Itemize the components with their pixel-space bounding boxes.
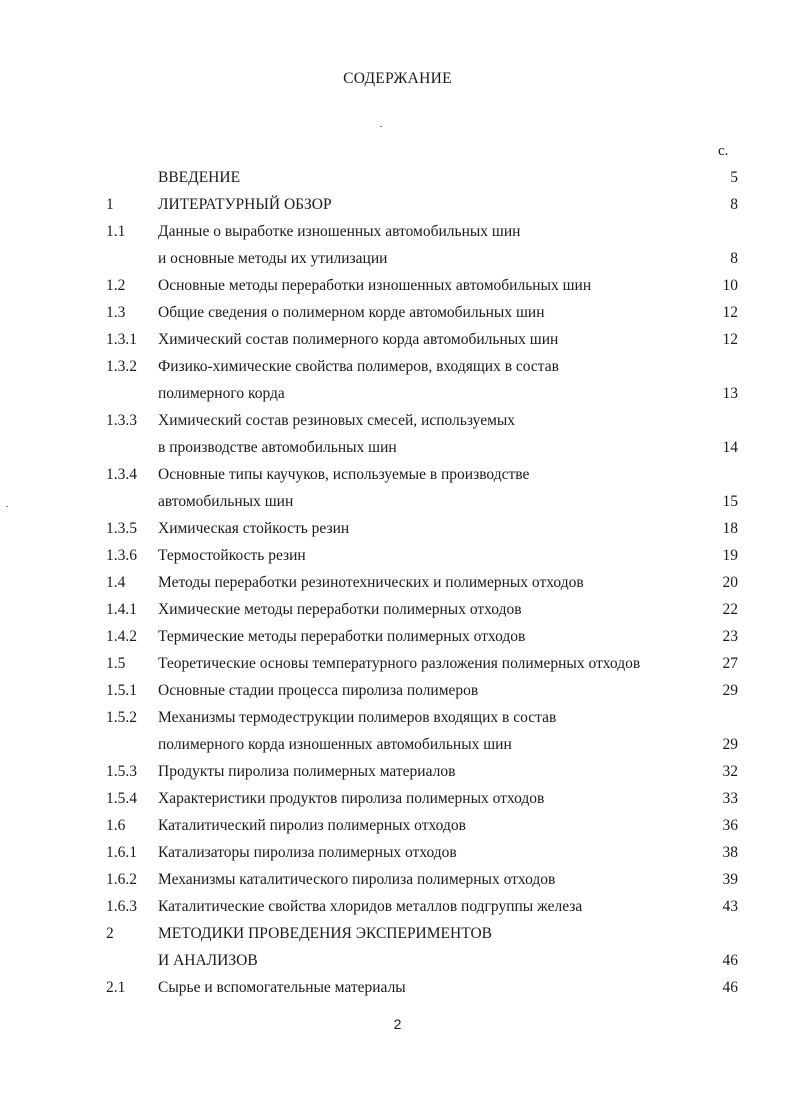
toc-entry-title: Химическая стойкость резин <box>158 520 350 537</box>
toc-entry-title: Основные стадии процесса пиролиза полимеров <box>158 682 479 699</box>
toc-entry <box>0 195 795 215</box>
toc-entry <box>0 762 795 782</box>
toc-entry-title: Основные методы переработки изношенных автомобильных шин <box>158 277 592 294</box>
toc-entry-page: 36 <box>722 817 738 834</box>
toc-entry <box>0 600 795 620</box>
toc-entry <box>0 843 795 863</box>
toc-entry-title: Химические методы переработки полимерных отходов <box>158 601 522 618</box>
toc-entry-title: Основные типы каучуков, используемые в производстве <box>158 466 530 483</box>
toc-entry-number: 1.3 <box>106 304 126 321</box>
toc-entry-title: Химический состав резиновых смесей, используемых <box>158 412 516 429</box>
toc-entry <box>0 249 795 269</box>
toc-entry-page: 8 <box>730 196 738 213</box>
toc-entry-number: 1.6 <box>106 817 126 834</box>
toc-entry-page: 18 <box>722 520 738 537</box>
toc-entry-title: полимерного корда изношенных автомобильных шин <box>158 736 512 753</box>
toc-entry-page: 12 <box>722 331 738 348</box>
toc-entry <box>0 465 795 485</box>
toc-entry <box>0 303 795 323</box>
toc-entry-page: 19 <box>722 547 738 564</box>
toc-entry-title: Физико-химические свойства полимеров, входящих в состав <box>158 358 559 375</box>
toc-entry-title: Продукты пиролиза полимерных материалов <box>158 763 456 780</box>
toc-entry-title: ЛИТЕРАТУРНЫЙ ОБЗОР <box>158 196 332 213</box>
toc-entry-number: 1.2 <box>106 277 126 294</box>
toc-entry-number: 1.3.6 <box>106 547 137 564</box>
toc-entry <box>0 789 795 809</box>
toc-entry-number: 1.4.1 <box>106 601 137 618</box>
toc-entry-page: 43 <box>722 898 738 915</box>
toc-entry-title: Сырье и вспомогательные материалы <box>158 979 406 996</box>
toc-entry <box>0 519 795 539</box>
toc-entry <box>0 357 795 377</box>
toc-entry-number: 1.3.2 <box>106 358 137 375</box>
toc-entry <box>0 411 795 431</box>
toc-entry-number: 1.3.4 <box>106 466 137 483</box>
toc-entry-number: 1.3.5 <box>106 520 137 537</box>
toc-entry-title: Механизмы каталитического пиролиза полимерных отходов <box>158 871 556 888</box>
toc-entry-number: 1.5.1 <box>106 682 137 699</box>
toc-entry-number: 1 <box>106 196 114 213</box>
toc-entry-number: 2.1 <box>106 979 126 996</box>
toc-entry-title: И АНАЛИЗОВ <box>158 952 258 969</box>
toc-entry-title: Катализаторы пиролиза полимерных отходов <box>158 844 457 861</box>
toc-entry-title: Каталитические свойства хлоридов металлов подгруппы железа <box>158 898 583 915</box>
toc-entry-number: 1.3.1 <box>106 331 137 348</box>
toc-entry <box>0 978 795 998</box>
toc-entry-title: Механизмы термодеструкции полимеров входящих в состав <box>158 709 557 726</box>
toc-entry <box>0 897 795 917</box>
toc-entry <box>0 276 795 296</box>
toc-entry <box>0 384 795 404</box>
toc-entry-title: Химический состав полимерного корда автомобильных шин <box>158 331 559 348</box>
toc-entry-title: Термические методы переработки полимерных отходов <box>158 628 526 645</box>
toc-entry-title: Общие сведения о полимерном корде автомобильных шин <box>158 304 545 321</box>
toc-entry <box>0 735 795 755</box>
toc-entry-number: 1.6.3 <box>106 898 137 915</box>
toc-entry-page: 22 <box>722 601 738 618</box>
toc-entry <box>0 951 795 971</box>
toc-entry-page: 38 <box>722 844 738 861</box>
toc-entry <box>0 924 795 944</box>
scan-speck <box>6 506 8 507</box>
page-title: СОДЕРЖАНИЕ <box>343 70 452 87</box>
toc-entry-page: 23 <box>722 628 738 645</box>
toc-entry-number: 1.5 <box>106 655 126 672</box>
toc-entry-page: 32 <box>722 763 738 780</box>
page-number: 2 <box>393 1016 402 1032</box>
toc-entry-title: Данные о выработке изношенных автомобильных шин <box>158 223 521 240</box>
toc-entry-title: Характеристики продуктов пиролиза полимерных отходов <box>158 790 545 807</box>
toc-entry <box>0 816 795 836</box>
toc-entry-title: полимерного корда <box>158 385 285 402</box>
toc-entry-number: 1.5.4 <box>106 790 137 807</box>
toc-entry-number: 1.4.2 <box>106 628 137 645</box>
toc-entry-number: 1.3.3 <box>106 412 137 429</box>
toc-entry <box>0 573 795 593</box>
toc-entry-title: МЕТОДИКИ ПРОВЕДЕНИЯ ЭКСПЕРИМЕНТОВ <box>158 925 492 942</box>
toc-entry-page: 20 <box>722 574 738 591</box>
toc-entry-number: 2 <box>106 925 114 942</box>
toc-entry-title: Методы переработки резинотехнических и полимерных отходов <box>158 574 584 591</box>
toc-entry-number: 1.6.1 <box>106 844 137 861</box>
toc-entry-page: 5 <box>730 169 738 186</box>
toc-entry <box>0 654 795 674</box>
toc-entry-page: 46 <box>722 979 738 996</box>
toc-entry-page: 33 <box>722 790 738 807</box>
toc-entry <box>0 681 795 701</box>
toc-entry-number: 1.5.3 <box>106 763 137 780</box>
toc-entry-number: 1.6.2 <box>106 871 137 888</box>
toc-entry <box>0 870 795 890</box>
toc-entry-number: 1.5.2 <box>106 709 137 726</box>
toc-entry <box>0 708 795 728</box>
toc-entry-page: 13 <box>722 385 738 402</box>
toc-entry <box>0 330 795 350</box>
toc-entry-title: автомобильных шин <box>158 493 294 510</box>
toc-entry-page: 29 <box>722 682 738 699</box>
page-column-label: с. <box>718 143 729 159</box>
toc-entry <box>0 546 795 566</box>
toc-entry-page: 15 <box>722 493 738 510</box>
toc-entry-title: Каталитический пиролиз полимерных отходов <box>158 817 466 834</box>
toc-entry-title: и основные методы их утилизации <box>158 250 388 267</box>
toc-entry <box>0 222 795 242</box>
toc-entry <box>0 438 795 458</box>
toc-entry-page: 10 <box>722 277 738 294</box>
toc-entry-page: 12 <box>722 304 738 321</box>
toc-entry-number: 1.1 <box>106 223 126 240</box>
scan-speck <box>380 126 382 127</box>
toc-entry-title: Теоретические основы температурного разложения полимерных отходов <box>158 655 641 672</box>
toc-entry-page: 39 <box>722 871 738 888</box>
toc-entry-page: 27 <box>722 655 738 672</box>
toc-entry-page: 29 <box>722 736 738 753</box>
toc-entry <box>0 627 795 647</box>
toc-entry-page: 14 <box>722 439 738 456</box>
toc-entry <box>0 492 795 512</box>
toc-entry-page: 46 <box>722 952 738 969</box>
toc-entry-page: 8 <box>730 250 738 267</box>
toc-entry-number: 1.4 <box>106 574 126 591</box>
toc-entry <box>0 168 795 188</box>
toc-entry-title: ВВЕДЕНИЕ <box>158 169 241 186</box>
toc-entry-title: Термостойкость резин <box>158 547 306 564</box>
toc-entry-title: в производстве автомобильных шин <box>158 439 397 456</box>
